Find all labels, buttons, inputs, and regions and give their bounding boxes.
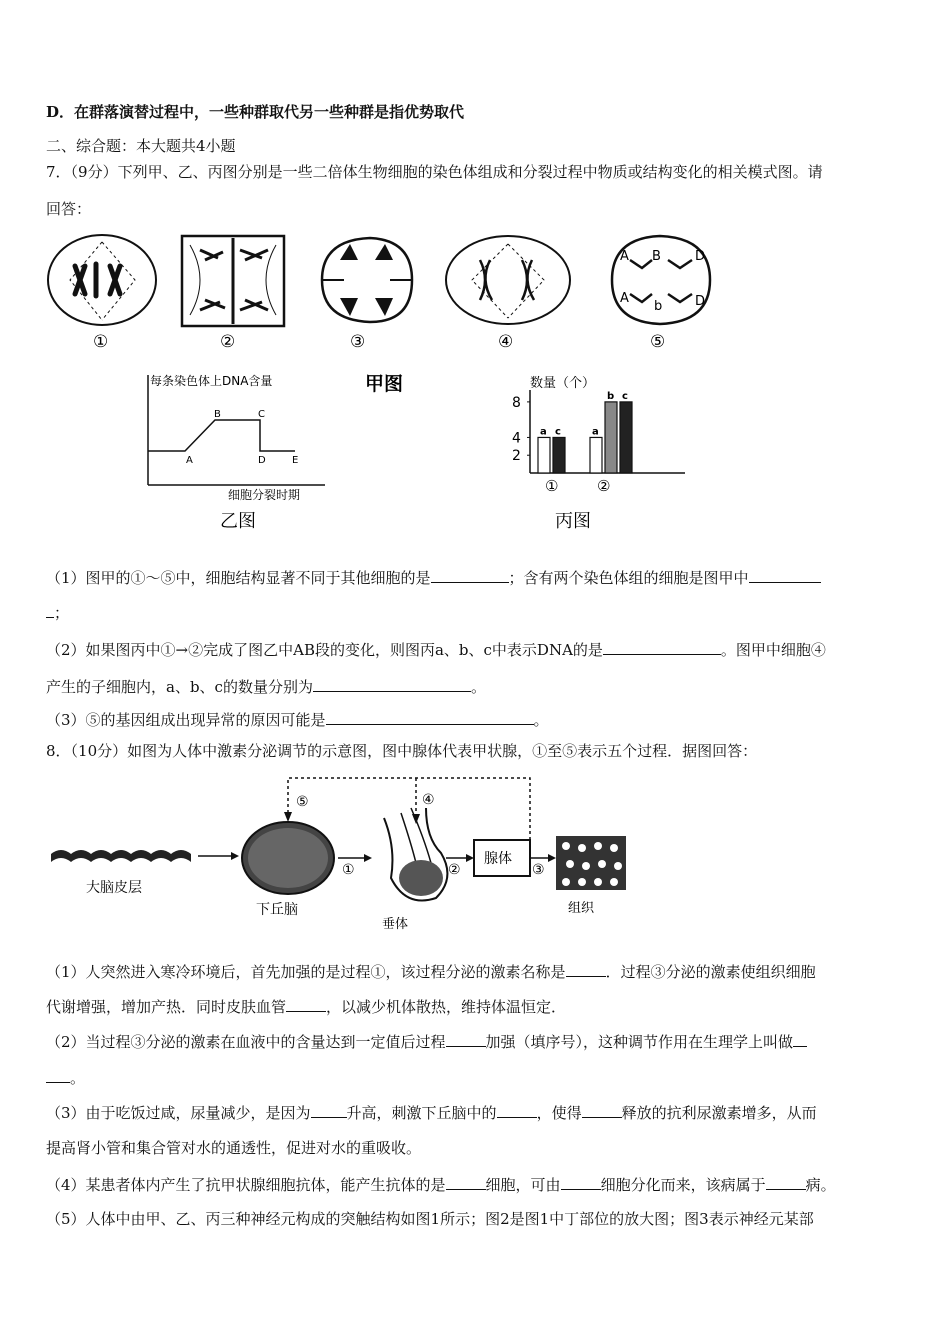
figure-bing xyxy=(500,365,700,535)
answer-blank[interactable] xyxy=(497,1103,537,1118)
answer-blank[interactable] xyxy=(313,677,471,692)
answer-blank[interactable] xyxy=(311,1103,347,1118)
yi-point-a: A xyxy=(186,455,193,466)
cell-1-diagram xyxy=(48,235,156,325)
cell-label-4: ④ xyxy=(498,332,514,352)
q7-sub3: （3）⑤的基因组成出现异常的原因可能是 。 xyxy=(46,711,549,729)
q7-stem-line1: 7．（9分）下列甲、乙、丙图分别是一些二倍体生物细胞的染色体组成和分裂过程中物质或结构变化的相关模式图。请 xyxy=(46,163,823,181)
answer-blank[interactable] xyxy=(446,1175,486,1190)
node-pituitary: 垂体 xyxy=(382,917,409,932)
tissue-shape xyxy=(556,836,626,890)
yi-point-b: B xyxy=(214,409,221,420)
section-heading: 二、综合题：本大题共4小题 xyxy=(46,137,236,155)
cell-label-2: ② xyxy=(220,332,236,352)
bing-y-tick-label: 4 xyxy=(512,430,521,447)
arrow-4-label: ④ xyxy=(422,792,435,808)
arrow-5-label: ⑤ xyxy=(296,794,309,810)
figure-jia-title: 甲图 xyxy=(365,373,404,395)
cell-label-5: ⑤ xyxy=(650,332,666,352)
cell-2-diagram xyxy=(182,236,284,326)
cortex-shape xyxy=(51,850,191,862)
bar-a-2 xyxy=(590,437,602,473)
bar-letter-label: a xyxy=(540,426,547,438)
node-cortex: 大脑皮层 xyxy=(86,880,142,896)
option-d: D．在群落演替过程中，一些种群取代另一些种群是指优势取代 xyxy=(46,103,465,121)
bar-b-2 xyxy=(605,402,617,473)
figure-bing-title: 丙图 xyxy=(555,511,591,532)
answer-blank[interactable] xyxy=(566,962,606,977)
answer-blank[interactable] xyxy=(749,568,821,583)
answer-blank[interactable] xyxy=(766,1175,806,1190)
answer-blank[interactable] xyxy=(793,1032,807,1047)
answer-blank[interactable] xyxy=(326,710,534,725)
answer-blank[interactable] xyxy=(46,603,54,618)
bing-y-tick-label: 8 xyxy=(512,394,521,411)
gene-label: b xyxy=(654,299,663,314)
answer-blank[interactable] xyxy=(446,1032,486,1047)
yi-xlabel: 细胞分裂时期 xyxy=(228,488,301,502)
yi-point-c: C xyxy=(258,409,265,420)
q7-sub2-cont: 产生的子细胞内，a、b、c的数量分别为 。 xyxy=(46,678,486,696)
cell-5-diagram xyxy=(612,236,710,324)
q8-sub5: （5）人体中由甲、乙、丙三种神经元构成的突触结构如图1所示；图2是图1中丁部位的放大图；图3表示神经元某部 xyxy=(46,1210,814,1228)
answer-blank[interactable] xyxy=(561,1175,601,1190)
arrow-2-label: ② xyxy=(448,862,461,878)
node-tissue: 组织 xyxy=(568,901,595,916)
gene-label: B xyxy=(652,249,661,264)
bing-ylabel: 数量（个） xyxy=(530,376,596,391)
q8-sub2: （2）当过程③分泌的激素在血液中的含量达到一定值后过程 加强（填序号），这种调节作用在生理学上叫做 xyxy=(46,1032,807,1051)
yi-point-e: E xyxy=(292,455,299,466)
answer-blank[interactable] xyxy=(603,640,721,655)
cell-label-3: ③ xyxy=(350,332,366,352)
bar-letter-label: c xyxy=(622,390,628,402)
q8-sub1-cont: 代谢增强，增加产热．同时皮肤血管 ，以减少机体散热，维持体温恒定． xyxy=(46,998,567,1016)
answer-blank[interactable] xyxy=(431,568,509,583)
yi-ylabel: 每条染色体上DNA含量 xyxy=(150,374,273,388)
gene-label: D xyxy=(695,249,706,264)
q7-sub2: （2）如果图丙中①→②完成了图乙中AB段的变化，则图丙a、b、c中表示DNA的是 。图甲中细胞④ xyxy=(46,641,826,659)
arrow-1-label: ① xyxy=(342,862,355,878)
node-hypothalamus: 下丘脑 xyxy=(256,902,298,918)
gene-label: A xyxy=(620,291,629,306)
q8-sub1: （1）人突然进入寒冷环境后，首先加强的是过程①，该过程分泌的激素名称是 ．过程③分泌的激素使组织细胞 xyxy=(46,963,816,981)
cell-label-1: ① xyxy=(93,332,109,352)
answer-blank[interactable] xyxy=(46,1068,70,1083)
q8-sub4: （4）某患者体内产生了抗甲状腺细胞抗体，能产生抗体的是 细胞，可由 细胞分化而来，该病属于 病。 xyxy=(46,1176,836,1194)
node-gland: 腺体 xyxy=(484,851,512,867)
q7-sub1: （1）图甲的①～⑤中，细胞结构显著不同于其他细胞的是 ；含有两个染色体组的细胞是图甲中 xyxy=(46,568,821,587)
cell-4-diagram xyxy=(446,236,570,324)
q8-sub3-cont: 提高肾小管和集合管对水的通透性，促进对水的重吸收。 xyxy=(46,1139,422,1157)
figure-yi-title: 乙图 xyxy=(220,511,256,532)
answer-blank[interactable] xyxy=(582,1103,622,1118)
bar-letter-label: a xyxy=(592,426,599,438)
bar-a-1 xyxy=(538,437,550,473)
q8-stem: 8．（10分）如图为人体中激素分泌调节的示意图，图中腺体代表甲状腺，①至⑤表示五个过程．据图回答： xyxy=(46,742,758,760)
arrow-3-label: ③ xyxy=(532,862,545,878)
bar-letter-label: c xyxy=(555,426,561,438)
q7-stem-line2: 回答： xyxy=(46,200,92,218)
bing-group-2: ② xyxy=(597,477,611,495)
bar-letter-label: b xyxy=(607,390,615,402)
figure-yi xyxy=(140,365,370,535)
q8-sub2-cont: 。 xyxy=(46,1068,85,1087)
bar-c-2 xyxy=(620,402,632,473)
q7-sub1-cont: ； xyxy=(46,603,69,622)
bing-group-1: ① xyxy=(545,477,559,495)
q8-sub3: （3）由于吃饭过咸，尿量减少，是因为 升高，刺激下丘脑中的 ，使得 释放的抗利尿激素增多，从而 xyxy=(46,1104,817,1122)
figure-q8 xyxy=(46,768,666,938)
answer-blank[interactable] xyxy=(286,997,326,1012)
gene-label: D xyxy=(695,294,706,309)
cell-3-diagram xyxy=(322,238,412,322)
bar-c-1 xyxy=(553,437,565,473)
yi-point-d: D xyxy=(258,455,266,466)
gene-label: A xyxy=(620,249,629,264)
bing-y-tick-label: 2 xyxy=(512,448,521,465)
